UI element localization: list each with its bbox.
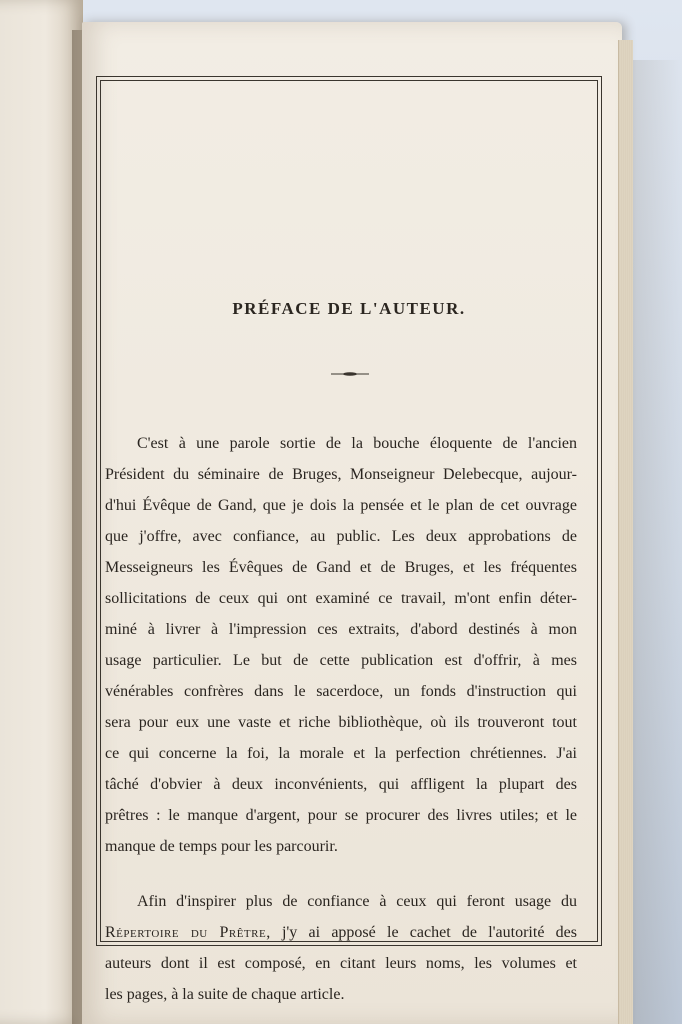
text-line: auteurs dont il est composé, en citant leurs noms, les volumes et bbox=[105, 955, 577, 972]
preface-body bbox=[105, 428, 577, 1010]
page-border-frame bbox=[100, 80, 598, 1003]
text-line: tâché d'obvier à deux inconvénients, qui affligent la plupart des bbox=[105, 776, 577, 793]
ornament-divider bbox=[331, 370, 369, 378]
text-fragment: j'y ai apposé le cachet de l'autorité des bbox=[281, 924, 577, 941]
text-line: usage particulier. Le but de cette publication est d'offrir, à mes bbox=[105, 652, 577, 669]
text-line: ce qui concerne la foi, la morale et la perfection chrétiennes. J'ai bbox=[105, 745, 577, 762]
text-line: miné à livrer à l'impression ces extraits, d'abord destinés à mon bbox=[105, 621, 577, 638]
text-line: sera pour eux une vaste et riche bibliothèque, où ils trouveront tout bbox=[105, 714, 577, 731]
text-line: les pages, à la suite de chaque article. bbox=[105, 986, 345, 1003]
text-line bbox=[105, 917, 577, 948]
text-line: que j'offre, avec confiance, au public. Les deux approbations de bbox=[105, 528, 577, 545]
text-line: Président du séminaire de Bruges, Monseigneur Delebecque, aujour- bbox=[105, 466, 577, 483]
book-page bbox=[82, 22, 622, 1024]
text-line: Afin d'inspirer plus de confiance à ceux qui feront usage du bbox=[137, 893, 577, 910]
left-page-edge bbox=[0, 0, 83, 1024]
text-line: vénérables confrères dans le sacerdoce, un fonds d'instruction qui bbox=[105, 683, 577, 700]
page-stack-edge bbox=[618, 40, 633, 1024]
text-line: manque de temps pour les parcourir. bbox=[105, 838, 338, 855]
preface-title: PRÉFACE DE L'AUTEUR. bbox=[232, 299, 466, 318]
book-title-smallcaps: Répertoire du Prêtre, bbox=[105, 924, 271, 941]
text-line: Messeigneurs les Évêques de Gand et de Bruges, et les fréquentes bbox=[105, 559, 577, 576]
text-line: prêtres : le manque d'argent, pour se procurer des livres utiles; et le bbox=[105, 807, 577, 824]
text-line: C'est à une parole sortie de la bouche éloquente de l'ancien bbox=[137, 435, 577, 452]
paragraph-gap bbox=[105, 862, 577, 886]
text-line: d'hui Évêque de Gand, que je dois la pensée et le plan de cet ouvrage bbox=[105, 497, 577, 514]
text-line: sollicitations de ceux qui ont examiné ce travail, m'ont enfin déter- bbox=[105, 590, 577, 607]
